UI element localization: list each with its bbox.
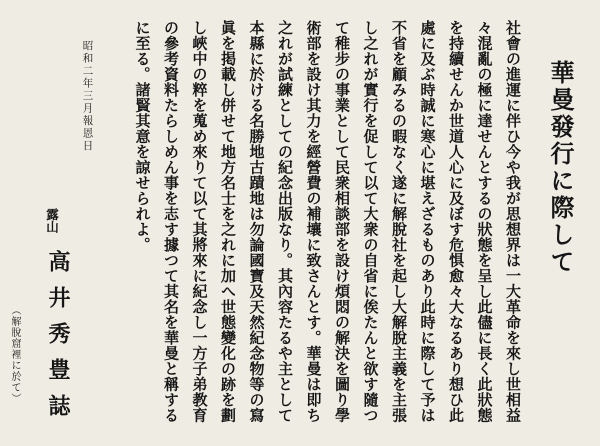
body-line: を持續せんか世道人心に及ぼす危惧愈々大なるあり想ひ此 [447, 20, 465, 423]
body-line: し峽中の粹を蒐め來りて以て其將來に紀念し一方子弟教育 [190, 20, 209, 423]
page-title: 華曼發行に際して [546, 60, 575, 276]
body-line: 不省を顧みるの暇なく遂に解脫社を起し大解脫主義を主張 [390, 20, 408, 423]
body-line: 本縣に於ける名勝地古蹟地は勿論國寶及天然紀念物等の寫 [247, 20, 266, 423]
body-line: し之れが實行を促して以て大衆の自省に俟たんと欲す隨つ [361, 20, 380, 423]
location-note: （解脫窟裡に於て） [9, 305, 20, 404]
body-line: の參考資料たらしめん事を志す據つて其名を華曼と稱する [162, 20, 180, 423]
author-signature: 高井秀豊誌 [45, 250, 71, 430]
date-line: 昭和二年三月報恩日 [81, 40, 94, 153]
body-line: 眞を掲載し併せて地方名士を之れに加へ世態變化の跡を劃 [219, 20, 237, 423]
body-line: 々混亂の極に達せんとするの狀態を呈し此儘に長く此狀態 [475, 20, 494, 423]
body-line: に至る。諸賢其意を諒せられよ。 [133, 20, 152, 253]
body-line: 之れが試練としての紀念出版なり。其內容たるや主として [276, 20, 294, 423]
body-line: 處に及ぶ時誠に寒心に堪えざるものあり此時に際して予は [418, 20, 437, 423]
body-line: 社會の進運に伴ひ今や我が思想界は一大革命を來し世相益 [504, 20, 522, 423]
pen-name: 露山 [44, 208, 60, 233]
body-line: て稚步の事業として民衆相談部を設け煩悶の解決を圖り學 [333, 20, 351, 423]
body-line: 術部を設け其力を經營費の補壤に致さんとす。華曼は即ち [304, 20, 323, 423]
